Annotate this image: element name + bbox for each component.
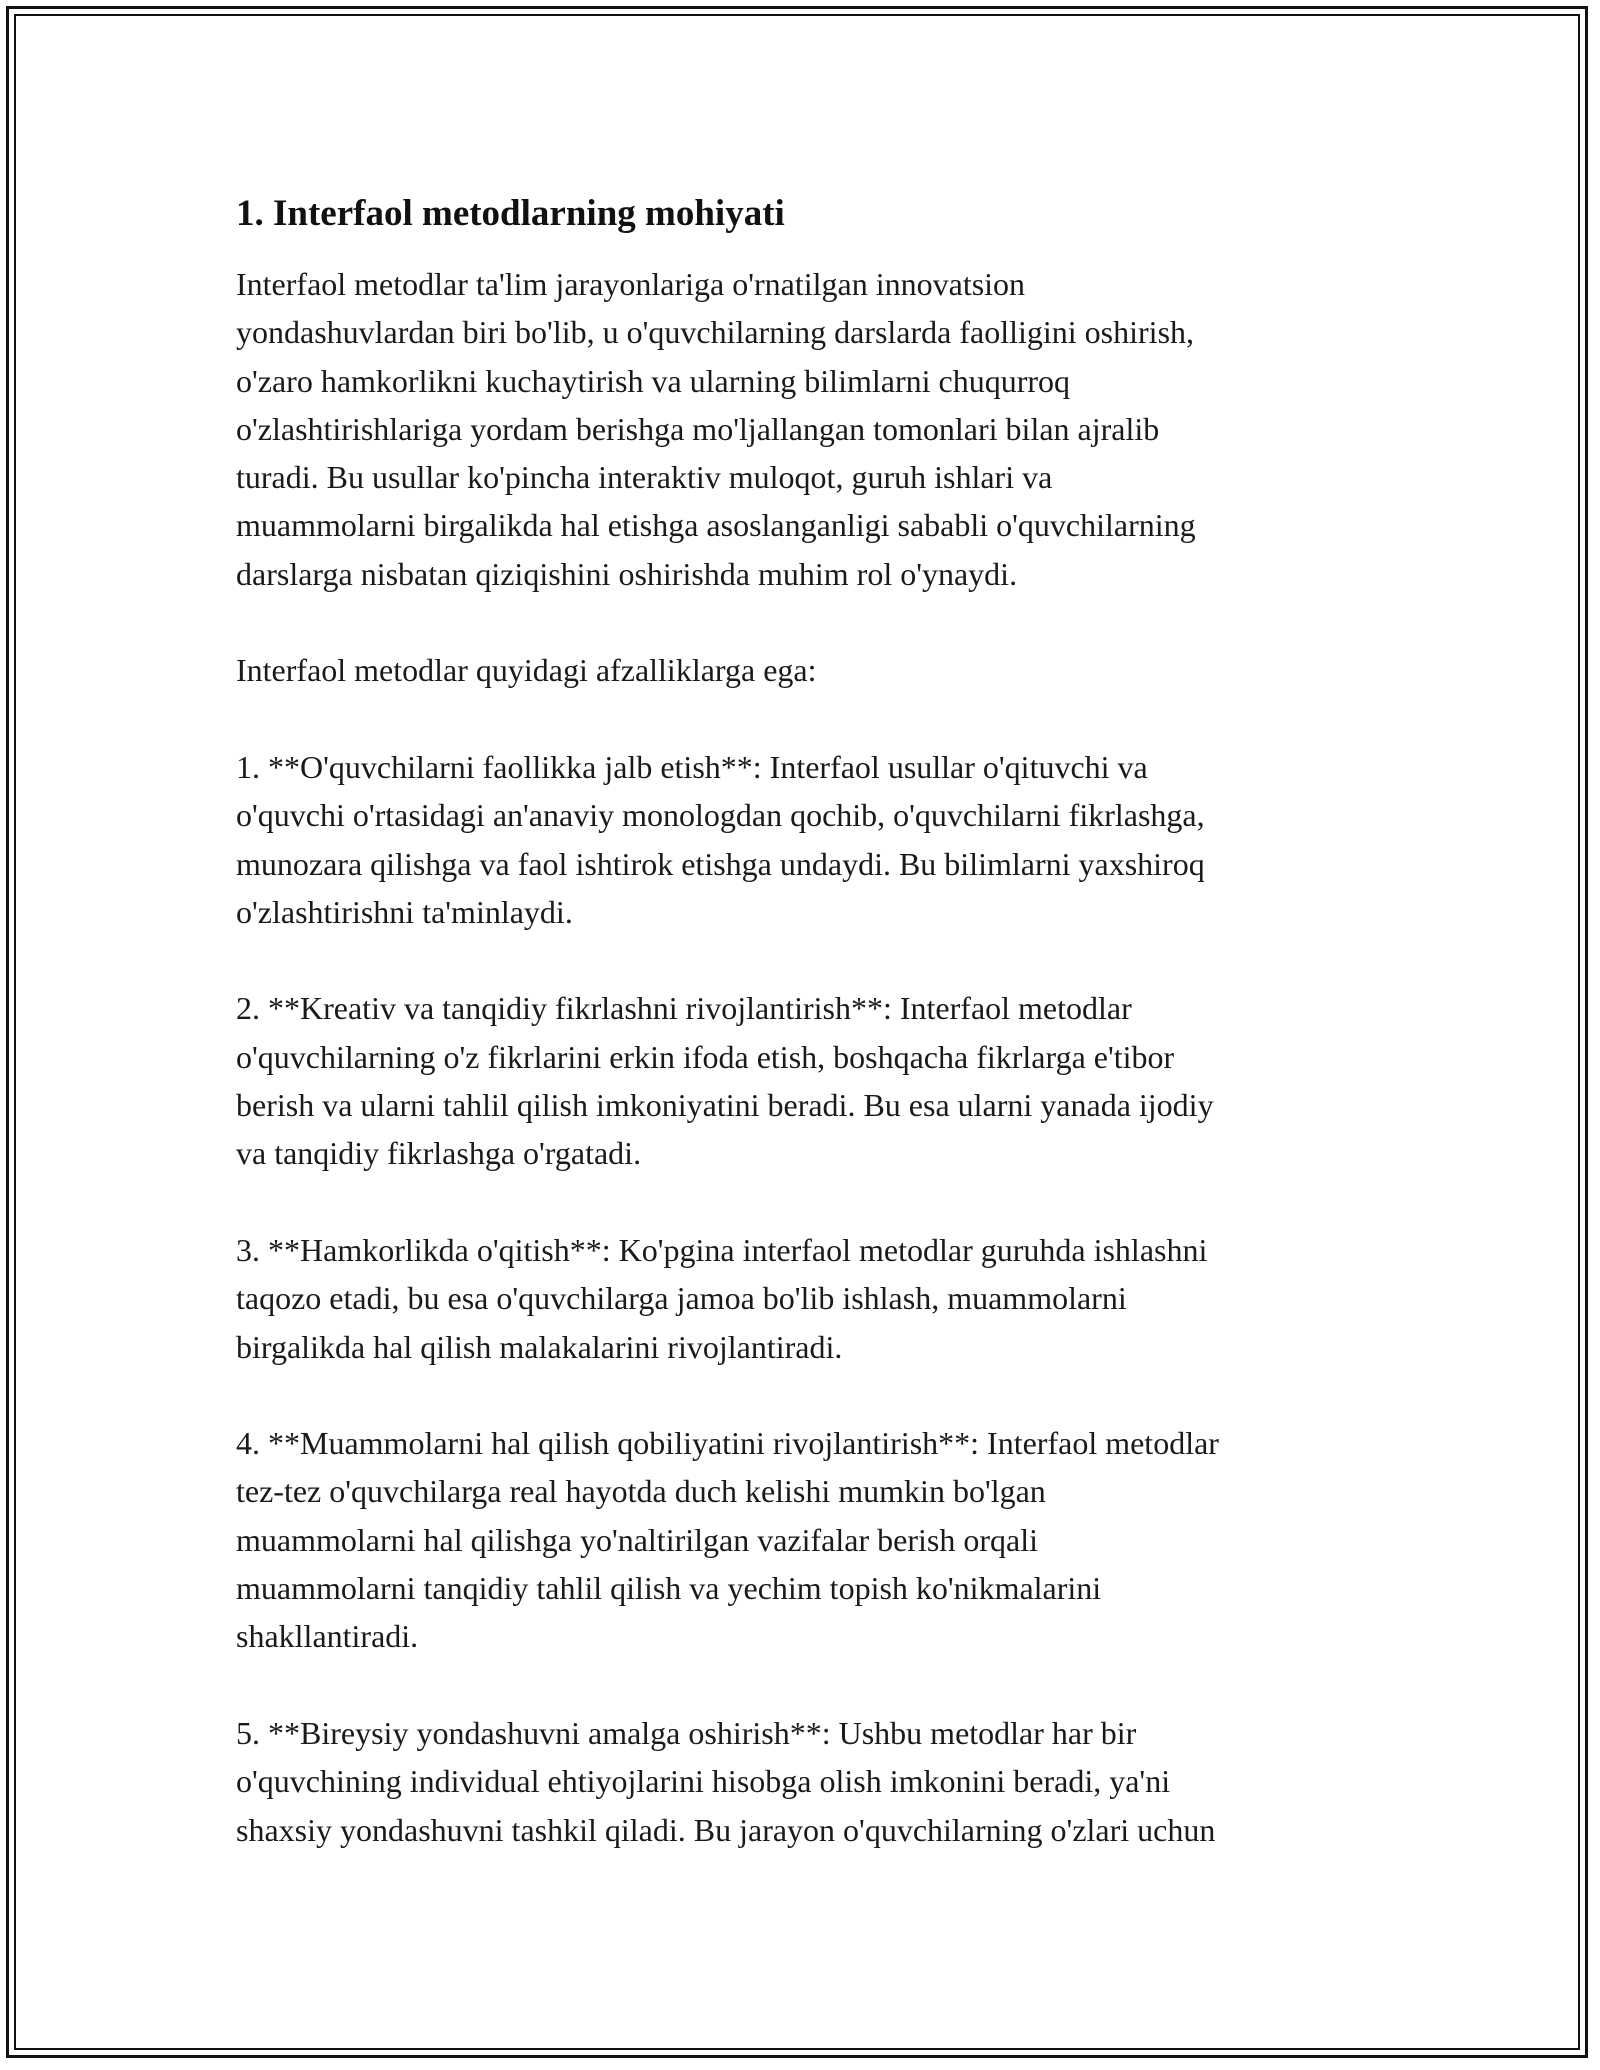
text-line: o'quvchi o'rtasidagi an'anaviy monologdan qochib, o'quvchilarni fikrlashga,	[236, 797, 1205, 834]
text-line: birgalikda hal qilish malakalarini rivojlantiradi.	[236, 1328, 843, 1365]
text-line: munozara qilishga va faol ishtirok etishga undaydi. Bu bilimlarni yaxshiroq	[236, 845, 1205, 882]
text-line: 1. **O'quvchilarni faollikka jalb etish**: Interfaol usullar o'qituvchi va	[236, 748, 1148, 785]
text-line: muammolarni hal qilishga yo'naltirilgan vazifalar berish orqali	[236, 1521, 1038, 1558]
text-line: turadi. Bu usullar ko'pincha interaktiv muloqot, guruh ishlari va	[236, 459, 1053, 496]
advantage-item-2	[236, 984, 1376, 1177]
advantage-item-4	[236, 1419, 1376, 1660]
intro-paragraph	[236, 260, 1376, 598]
text-line: tez-tez o'quvchilarga real hayotda duch kelishi mumkin bo'lgan	[236, 1473, 1046, 1510]
text-line: 5. **Bireysiy yondashuvni amalga oshirish**: Ushbu metodlar har bir	[236, 1714, 1137, 1751]
text-line: o'quvchining individual ehtiyojlarini hisobga olish imkonini beradi, ya'ni	[236, 1763, 1171, 1800]
text-line: 2. **Kreativ va tanqidiy fikrlashni rivojlantirish**: Interfaol metodlar	[236, 990, 1132, 1027]
text-line: Interfaol metodlar quyidagi afzalliklarga ega:	[236, 652, 817, 689]
text-line: shaxsiy yondashuvni tashkil qiladi. Bu jarayon o'quvchilarning o'zlari uchun	[236, 1811, 1216, 1848]
text-line: shakllantiradi.	[236, 1618, 419, 1655]
advantage-item-3	[236, 1226, 1376, 1371]
document-body	[236, 186, 1376, 1902]
text-line: 4. **Muammolarni hal qilish qobiliyatini rivojlantirish**: Interfaol metodlar	[236, 1425, 1219, 1462]
text-line: muammolarni tanqidiy tahlil qilish va yechim topish ko'nikmalarini	[236, 1570, 1102, 1607]
text-line: 3. **Hamkorlikda o'qitish**: Ko'pgina interfaol metodlar guruhda ishlashni	[236, 1231, 1208, 1268]
section-heading: 1. Interfaol metodlarning mohiyati	[236, 193, 785, 234]
advantage-item-1	[236, 743, 1376, 936]
text-line: taqozo etadi, bu esa o'quvchilarga jamoa bo'lib ishlash, muammolarni	[236, 1280, 1127, 1317]
text-line: o'zlashtirishlariga yordam berishga mo'ljallangan tomonlari bilan ajralib	[236, 410, 1160, 447]
text-line: yondashuvlardan biri bo'lib, u o'quvchilarning darslarda faolligini oshirish,	[236, 314, 1195, 351]
text-line: o'zlashtirishni ta'minlaydi.	[236, 893, 573, 930]
text-line: o'quvchilarning o'z fikrlarini erkin ifoda etish, boshqacha fikrlarga e'tibor	[236, 1038, 1175, 1075]
text-line: Interfaol metodlar ta'lim jarayonlariga o'rnatilgan innovatsion	[236, 266, 1026, 302]
text-line: darslarga nisbatan qiziqishini oshirishda muhim rol o'ynaydi.	[236, 555, 1018, 592]
text-line: va tanqidiy fikrlashga o'rgatadi.	[236, 1135, 642, 1172]
advantage-item-5	[236, 1709, 1376, 1854]
advantages-intro-paragraph	[236, 646, 1376, 694]
text-line: muammolarni birgalikda hal etishga asoslanganligi sababli o'quvchilarning	[236, 507, 1196, 544]
text-line: berish va ularni tahlil qilish imkoniyatini beradi. Bu esa ularni yanada ijodiy	[236, 1087, 1214, 1124]
text-line: o'zaro hamkorlikni kuchaytirish va ularning bilimlarni chuqurroq	[236, 362, 1070, 399]
